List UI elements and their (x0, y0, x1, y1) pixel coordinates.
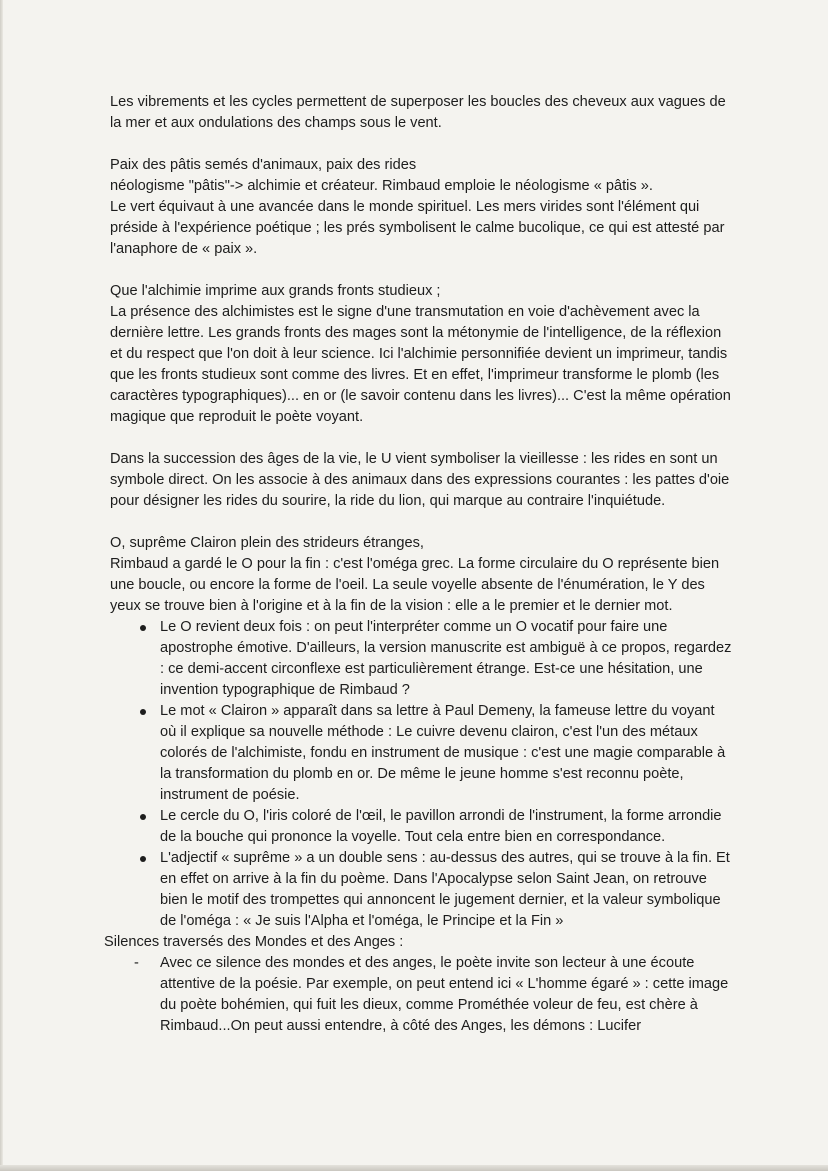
bullet-list (110, 617, 732, 932)
dash-icon: - (134, 955, 139, 971)
paragraph-alchimistes: La présence des alchimistes est le signe d'une transmutation en voie d'achèvement avec la dernière lettre. Les grands fronts des mages sont la métonymie de l'intelligence, de la réflexion et du respect que l'on doit à leur science. Ici l'alchimie personnifiée devient un imprimeur, tandis que les fronts studieux sont comme des livres. Et en effet, l'imprimeur transforme le plomb (les caractères typographiques)... en or (le savoir contenu dans les livres)... C'est la même opération magique que reproduit le poète voyant. (110, 304, 731, 425)
verse-alchimie: Que l'alchimie imprime aux grands fronts studieux ; (110, 283, 441, 299)
list-item: Le mot « Clairon » apparaît dans sa lettre à Paul Demeny, la fameuse lettre du voyant où il explique sa nouvelle méthode : Le cuivre devenu clairon, c'est l'un des métaux colorés de l'alchimiste, fondu en instrument de musique : c'est une magie comparable à la transformation du plomb en or. De même le jeune homme s'est reconnu poète, instrument de poésie. (160, 701, 732, 806)
bullet-icon (140, 709, 146, 715)
bullet-icon (140, 856, 146, 862)
paragraph-vert: Le vert équivaut à une avancée dans le monde spirituel. Les mers virides sont l'élément qui préside à l'expérience poétique ; les prés symbolisent le calme bucolique, ce qui est attesté par l'anaphore de « paix ». (110, 199, 725, 257)
bullet-icon (140, 814, 146, 820)
bullet-icon (140, 625, 146, 631)
list-item: - Avec ce silence des mondes et des anges, le poète invite son lecteur à une écoute attentive de la poésie. Par exemple, on peut entend ici « L'homme égaré » : cette image du poète bohémien, qui fuit les dieux, comme Prométhée voleur de feu, est chère à Rimbaud...On peut aussi entendre, à côté des Anges, les démons : Lucifer (134, 955, 729, 1034)
verse-clairon: O, suprême Clairon plein des strideurs étranges, (110, 535, 424, 551)
document-body (104, 92, 732, 1037)
verse-silences: Silences traversés des Mondes et des Anges : (104, 934, 404, 950)
page-edge (0, 0, 3, 1171)
paragraph-waves: Les vibrements et les cycles permettent de superposer les boucles des cheveux aux vagues de la mer et aux ondulations des champs sous le vent. (110, 94, 726, 131)
verse-paix: Paix des pâtis semés d'animaux, paix des rides (110, 157, 417, 173)
paragraph-neologisme: néologisme "pâtis"-> alchimie et créateur. Rimbaud emploie le néologisme « pâtis ». (110, 178, 653, 194)
paragraph-omega: Rimbaud a gardé le O pour la fin : c'est l'oméga grec. La forme circulaire du O représente bien une boucle, ou encore la forme de l'oeil. La seule voyelle absente de l'énumération, le Y des yeux se trouve bien à l'origine et à la fin de la vision : elle a le premier et le dernier mot. (110, 556, 720, 614)
list-item: Le cercle du O, l'iris coloré de l'œil, le pavillon arrondi de l'instrument, la forme arrondie de la bouche qui prononce la voyelle. Tout cela entre bien en correspondance. (160, 806, 732, 848)
list-item: Le O revient deux fois : on peut l'interpréter comme un O vocatif pour faire une apostrophe émotive. D'ailleurs, la version manuscrite est ambiguë à ce propos, regardez : ce demi-accent circonflexe est particulièrement étrange. Est-ce une hésitation, une invention typographique de Rimbaud ? (160, 617, 732, 701)
page-bottom-edge (0, 1165, 828, 1171)
dash-list (110, 953, 732, 1037)
list-item: L'adjectif « suprême » a un double sens : au-dessus des autres, qui se trouve à la fin. Et en effet on arrive à la fin du poème. Dans l'Apocalypse selon Saint Jean, on retrouve bien le motif des trompettes qui annoncent le jugement dernier, et la valeur symbolique de l'oméga : « Je suis l'Alpha et l'oméga, le Principe et la Fin » (160, 848, 732, 932)
paragraph-vieillesse: Dans la succession des âges de la vie, le U vient symboliser la vieillesse : les rides en sont un symbole direct. On les associe à des animaux dans des expressions courantes : les pattes d'oie pour désigner les rides du sourire, la ride du lion, qui marque au contraire l'inquiétude. (110, 451, 730, 509)
